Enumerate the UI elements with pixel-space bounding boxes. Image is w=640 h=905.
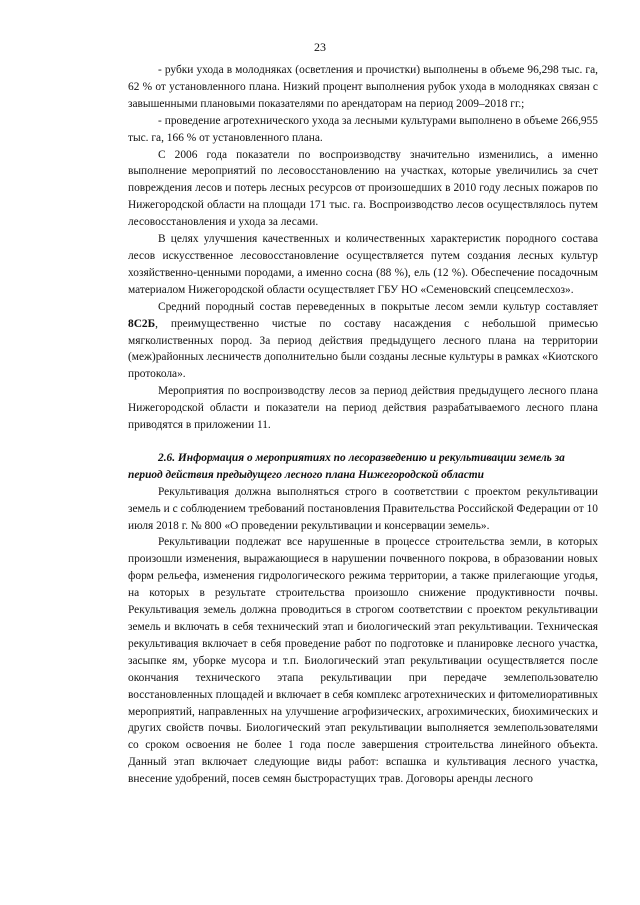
page-number: 23 [314, 40, 326, 54]
paragraph-average-composition [128, 299, 598, 384]
section-heading-line-1: 2.6. Информация о мероприятиях по лесоразведению и рекультивации земель за [158, 451, 565, 464]
composition-formula: 8С2Б [128, 317, 156, 330]
paragraph-reproduction-since-2006: С 2006 года показатели по воспроизводству значительно изменились, а именно выполнение мероприятий по лесовосстановлению на участках, которые увеличились за счет повреждения лесов и потерь лесных ресурсов от произошедших в 2010 году лесных пожаров по Нижегородской области на площади 171 тыс. га. Воспроизводство лесов осуществлялось путем лесовосстановления и ухода за лесами. [128, 148, 598, 229]
page-body [128, 62, 598, 788]
paragraph-agrotechnical-care: - проведение агротехнического ухода за лесными культурами выполнено в объеме 266,955 тыс. га, 166 % от установленного плана. [128, 114, 598, 144]
paragraph-recultivation-stages: Рекультивации подлежат все нарушенные в процессе строительства земли, в которых произошли изменения, выражающиеся в нарушении почвенного покрова, в образовании новых форм рельефа, изменения гидрологического режима территории, а также прилегающие угодья, на которых в результате строительства произошло снижение продуктивности почвы. Рекультивация земель должна проводиться в строгом соответствии с проектом рекультивации земель и включать в себя технический этап и биологический этап рекультивации. Техническая рекультивация включает в себя проведение работ по подготовке и планировке лесного участка, засыпке ям, уборке мусора и т.п. Биологический этап рекультивации осуществляется после окончания технического этапа рекультивации при передаче землепользователю восстановленных площадей и включает в себя комплекс агротехнических и фитомелиоративных мероприятий, направленных на улучшение агрофизических, агрохимических, биохимических и других свойств почвы. Биологический этап рекультивации выполняется землепользователями со сроком освоения не более 1 года после завершения строительства линейного объекта. Данный этап включает следующие виды работ: вспашка и культивация лесного участка, внесение удобрений, посев семян быстрорастущих трав. Договоры аренды лесного [128, 536, 598, 786]
paragraph-thinning: - рубки ухода в молодняках (осветления и прочистки) выполнены в объеме 96,298 тыс. га, 62 % от установленного плана. Низкий процент выполнения рубок ухода в молодняках связан с завышенными плановыми показателями по арендаторам на период 2009–2018 гг.; [128, 64, 598, 110]
section-heading-line-2: период действия предыдущего лесного плана Нижегородской области [128, 468, 484, 481]
section-spacer [128, 434, 598, 450]
composition-text-end: , преимущественно чистые по составу насаждения с небольшой примесью мягколиственных пород. За период действия предыдущего лесного плана на территории (меж)районных лесничеств дополнительно были созданы лесные культуры в рамках «Киотского протокола». [128, 317, 598, 381]
paragraph-appendix-reference: Мероприятия по воспроизводству лесов за период действия предыдущего лесного плана Нижегородской области и показатели на период действия разрабатываемого лесного плана приводятся в приложении 11. [128, 385, 598, 432]
paragraph-species-composition: В целях улучшения качественных и количественных характеристик породного состава лесов искусственное лесовосстановление осуществляется путем создания лесных культур хозяйственно-ценными породами, а именно сосна (88 %), ель (12 %). Обеспечение посадочным материалом Нижегородской области осуществляет ГБУ НО «Семеновский спецсемлесхоз». [128, 233, 598, 296]
composition-text-start: Средний породный состав переведенных в покрытые лесом земли культур составляет [158, 300, 598, 313]
paragraph-recultivation-requirements: Рекультивация должна выполняться строго в соответствии с проектом рекультивации земель и с соблюдением требований постановления Правительства Российской Федерации от 10 июля 2018 г. № 800 «О проведении рекультивации и консервации земель». [128, 485, 598, 532]
